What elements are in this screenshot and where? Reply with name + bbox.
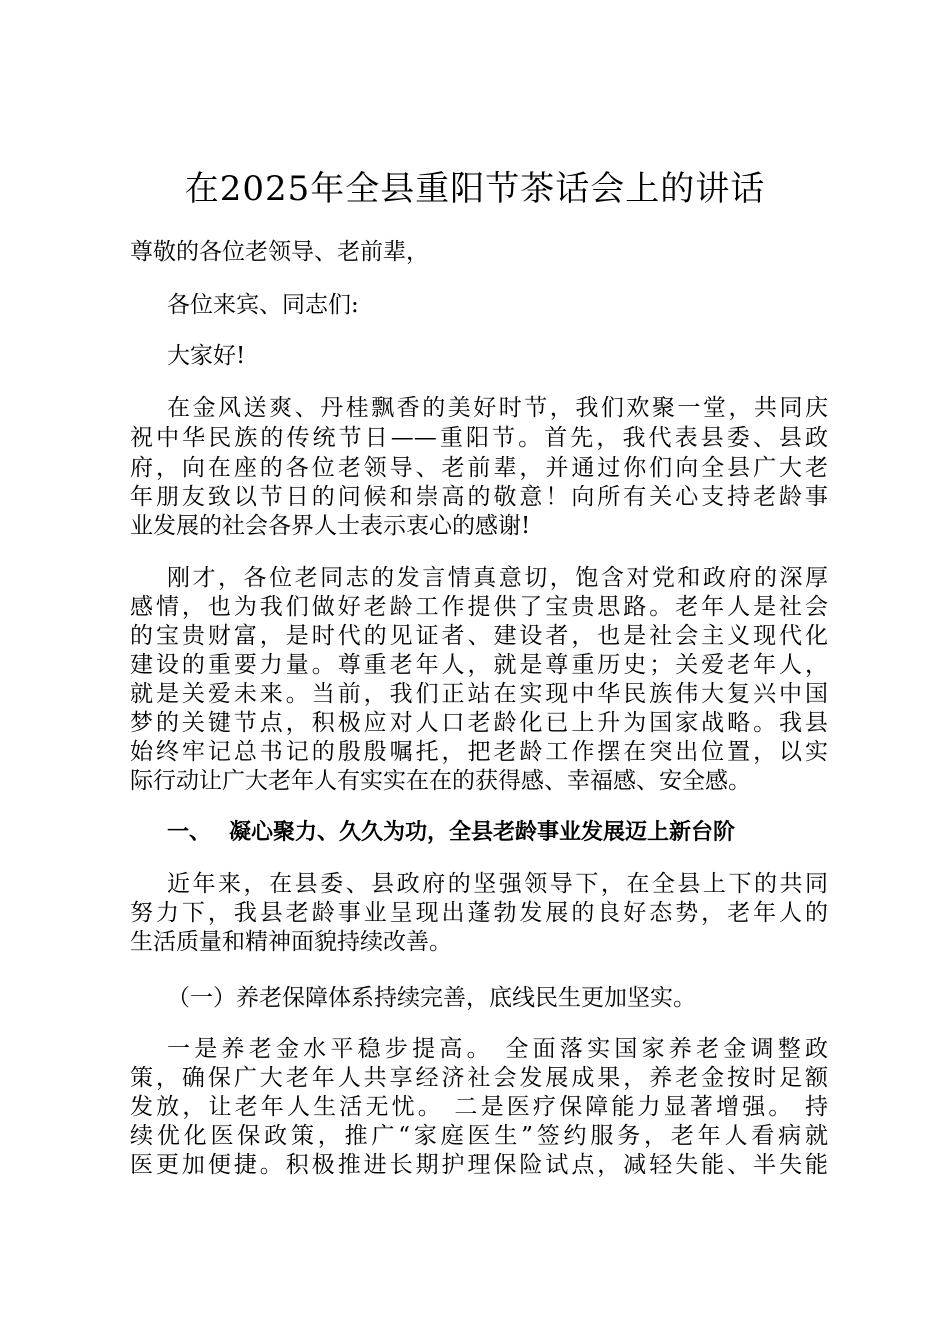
paragraph-line: 祝中华民族的传统节日——重阳节。首先，我代表县委、县政: [130, 425, 828, 451]
paragraph-line: 建设的重要力量。尊重老年人，就是尊重历史；关爱老年人，: [130, 652, 828, 678]
paragraph-line: 在金风送爽、丹桂飘香的美好时节，我们欢聚一堂，共同庆: [167, 395, 828, 421]
subsection-heading: （一）养老保障体系持续完善，底线民生更加坚实。: [167, 985, 696, 1011]
paragraph-line: 努力下，我县老龄事业呈现出蓬勃发展的良好态势，老年人的: [130, 900, 828, 926]
section-number: 一、: [167, 820, 212, 845]
paragraph-line: 始终牢记总书记的殷殷嘱托，把老龄工作摆在突出位置，以实: [130, 739, 828, 765]
paragraph-line: 业发展的社会各界人士表示衷心的感谢!: [130, 513, 531, 539]
paragraph-line: 生活质量和精神面貌持续改善。: [130, 929, 452, 955]
section-title: 凝心聚力、久久为功，全县老龄事业发展迈上新台阶: [229, 820, 736, 845]
section-heading: [167, 818, 735, 848]
paragraph-line: 一是养老金水平稳步提高。 全面落实国家养老金调整政: [167, 1036, 828, 1062]
paragraph-line: 就是关爱未来。当前，我们正站在实现中华民族伟大复兴中国: [130, 681, 828, 707]
paragraph-line: 近年来，在县委、县政府的坚强领导下，在全县上下的共同: [167, 871, 828, 897]
greeting-line: 大家好!: [167, 343, 246, 369]
document-title: 在2025年全县重阳节茶话会上的讲话: [184, 169, 766, 209]
paragraph-line: 策，确保广大老年人共享经济社会发展成果，养老金按时足额: [130, 1065, 828, 1091]
paragraph-line: 医更加便捷。积极推进长期护理保险试点，减轻失能、半失能: [130, 1152, 828, 1178]
paragraph-line: 府，向在座的各位老领导、老前辈，并通过你们向全县广大老: [130, 455, 828, 481]
paragraph-line: 发放，让老年人生活无忧。 二是医疗保障能力显著增强。 持: [130, 1094, 828, 1120]
paragraph-line: 年朋友致以节日的问候和崇高的敬意！向所有关心支持老龄事: [130, 484, 828, 510]
salutation-line: 各位来宾、同志们:: [167, 292, 359, 318]
paragraph-line: 续优化医保政策，推广“家庭医生”签约服务，老年人看病就: [130, 1123, 828, 1149]
salutation-line: 尊敬的各位老领导、老前辈，: [130, 239, 429, 265]
paragraph-line: 际行动让广大老年人有实实在在的获得感、幸福感、安全感。: [130, 768, 751, 794]
paragraph-line: 刚才，各位老同志的发言情真意切，饱含对党和政府的深厚: [167, 565, 828, 591]
paragraph-line: 感情，也为我们做好老龄工作提供了宝贵思路。老年人是社会: [130, 594, 828, 620]
paragraph-line: 梦的关键节点，积极应对人口老龄化已上升为国家战略。我县: [130, 710, 828, 736]
paragraph-line: 的宝贵财富，是时代的见证者、建设者，也是社会主义现代化: [130, 623, 828, 649]
